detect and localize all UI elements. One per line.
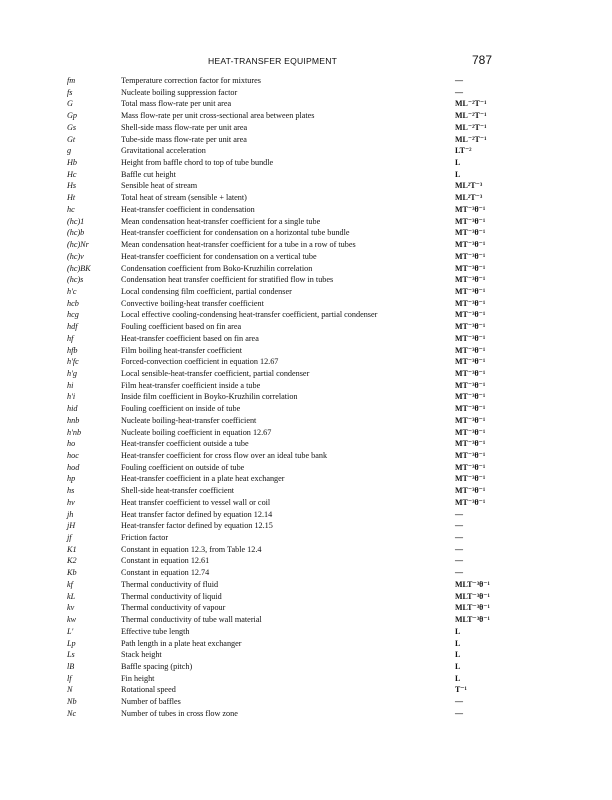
- description-cell: Constant in equation 12.61: [121, 556, 210, 566]
- nomenclature-row: [67, 403, 497, 415]
- nomenclature-row: [67, 274, 497, 286]
- dimensions-cell: —: [455, 87, 463, 97]
- description-cell: Thermal conductivity of fluid: [121, 579, 219, 589]
- dimensions-cell: —: [455, 697, 463, 707]
- symbol-cell: ho: [67, 439, 76, 449]
- dimensions-cell: MT⁻³θ⁻¹: [455, 298, 486, 308]
- nomenclature-row: [67, 579, 497, 591]
- description-cell: Forced-convection coefficient in equation 12.67: [121, 357, 279, 367]
- dimensions-cell: MLT⁻³θ⁻¹: [455, 603, 490, 613]
- symbol-cell: h'i: [67, 392, 76, 402]
- description-cell: Temperature correction factor for mixtures: [121, 76, 261, 85]
- description-cell: Fouling coefficient on outside of tube: [121, 462, 245, 472]
- dimensions-cell: MT⁻³θ⁻¹: [455, 404, 486, 414]
- dimensions-cell: MT⁻³θ⁻¹: [455, 415, 486, 425]
- dimensions-cell: MT⁻³θ⁻¹: [455, 451, 486, 460]
- nomenclature-row: [67, 450, 497, 462]
- dimensions-cell: L: [455, 169, 461, 179]
- description-cell: Local sensible-heat-transfer coefficient, partial condenser: [121, 368, 310, 378]
- description-cell: Fouling coefficient based on fin area: [121, 322, 242, 332]
- description-cell: Heat transfer coefficient to vessel wall or coil: [121, 497, 271, 507]
- nomenclature-row: [67, 509, 497, 521]
- description-cell: Number of baffles: [121, 697, 181, 707]
- nomenclature-row: [67, 415, 497, 427]
- symbol-cell: kf: [67, 579, 73, 589]
- description-cell: Convective boiling-heat transfer coefficient: [121, 298, 264, 308]
- symbol-cell: kw: [67, 615, 77, 625]
- dimensions-cell: MT⁻³θ⁻¹: [455, 310, 486, 320]
- nomenclature-row: [67, 192, 497, 204]
- description-cell: Heat-transfer coefficient based on fin area: [121, 333, 259, 343]
- dimensions-cell: MT⁻³θ⁻¹: [455, 462, 486, 472]
- symbol-cell: hnb: [67, 415, 80, 425]
- nomenclature-row: [67, 333, 497, 345]
- description-cell: Local effective cooling-condensing heat-transfer coefficient, partial condenser: [121, 310, 378, 320]
- nomenclature-row: [67, 462, 497, 474]
- description-cell: Heat-transfer coefficient in a plate heat exchanger: [121, 474, 285, 484]
- symbol-cell: hdf: [67, 322, 78, 332]
- dimensions-cell: L: [455, 673, 461, 683]
- nomenclature-row: [67, 427, 497, 439]
- symbol-cell: G: [67, 99, 73, 109]
- description-cell: Tube-side mass flow-rate per unit area: [121, 134, 247, 144]
- nomenclature-row: [67, 626, 497, 638]
- description-cell: Mean condensation heat-transfer coefficient for a tube in a row of tubes: [121, 240, 356, 250]
- nomenclature-row: [67, 380, 497, 392]
- dimensions-cell: ML⁻²T⁻¹: [455, 111, 487, 121]
- nomenclature-row: [67, 75, 497, 87]
- dimensions-cell: —: [455, 521, 463, 531]
- nomenclature-row: [67, 567, 497, 579]
- symbol-cell: K2: [67, 556, 77, 566]
- nomenclature-row: [67, 298, 497, 310]
- dimensions-cell: ML²T⁻³: [455, 181, 483, 191]
- nomenclature-row: [67, 110, 497, 122]
- symbol-cell: hfb: [67, 345, 78, 355]
- symbol-cell: Kb: [67, 568, 77, 578]
- dimensions-cell: MT⁻³θ⁻¹: [455, 439, 486, 449]
- symbol-cell: kL: [67, 591, 76, 601]
- description-cell: Mass flow-rate per unit cross-sectional area between plates: [121, 111, 315, 121]
- nomenclature-row: [67, 309, 497, 321]
- description-cell: Local condensing film coefficient, partial condenser: [121, 286, 292, 296]
- dimensions-cell: ML⁻²T⁻¹: [455, 134, 487, 144]
- dimensions-cell: MT⁻³θ⁻¹: [455, 486, 486, 496]
- description-cell: Gravitational acceleration: [121, 146, 206, 156]
- symbol-cell: hs: [67, 486, 75, 496]
- dimensions-cell: MT⁻³θ⁻¹: [455, 368, 486, 378]
- dimensions-cell: MT⁻³θ⁻¹: [455, 322, 486, 332]
- nomenclature-row: [67, 544, 497, 556]
- nomenclature-row: [67, 485, 497, 497]
- symbol-cell: fm: [67, 76, 76, 85]
- nomenclature-row: [67, 520, 497, 532]
- description-cell: Heat transfer factor defined by equation 12.14: [121, 509, 273, 519]
- nomenclature-row: [67, 555, 497, 567]
- description-cell: Nucleate boiling coefficient in equation 12.67: [121, 427, 272, 437]
- symbol-cell: Ls: [67, 650, 75, 660]
- symbol-cell: Nb: [67, 697, 77, 707]
- nomenclature-row: [67, 661, 497, 673]
- running-head: HEAT-TRANSFER EQUIPMENT: [208, 56, 338, 66]
- symbol-cell: h'g: [67, 368, 77, 378]
- description-cell: Mean condensation heat-transfer coefficient for a single tube: [121, 216, 321, 226]
- nomenclature-row: [67, 391, 497, 403]
- dimensions-cell: —: [455, 568, 463, 578]
- symbol-cell: Hc: [67, 169, 77, 179]
- nomenclature-row: [67, 532, 497, 544]
- description-cell: Effective tube length: [121, 626, 190, 636]
- symbol-cell: fs: [67, 87, 73, 97]
- dimensions-cell: L: [455, 638, 461, 648]
- nomenclature-row: [67, 649, 497, 661]
- description-cell: Number of tubes in cross flow zone: [121, 708, 238, 718]
- description-cell: Total mass flow-rate per unit area: [121, 99, 232, 109]
- description-cell: Thermal conductivity of tube wall material: [121, 615, 262, 625]
- nomenclature-row: [67, 87, 497, 99]
- nomenclature-row: [67, 368, 497, 380]
- nomenclature-row: [67, 345, 497, 357]
- symbol-cell: h'nb: [67, 427, 82, 437]
- dimensions-cell: —: [455, 533, 463, 543]
- nomenclature-row: [67, 673, 497, 685]
- description-cell: Condensation coefficient from Boko-Kruzhilin correlation: [121, 263, 313, 273]
- description-cell: Total heat of stream (sensible + latent): [121, 193, 247, 203]
- symbol-cell: hod: [67, 462, 80, 472]
- symbol-cell: h'fc: [67, 357, 79, 367]
- nomenclature-row: [67, 286, 497, 298]
- nomenclature-row: [67, 356, 497, 368]
- description-cell: Path length in a plate heat exchanger: [121, 638, 242, 648]
- symbol-cell: (hc)1: [67, 216, 85, 226]
- description-cell: Film boiling heat-transfer coefficient: [121, 345, 243, 355]
- symbol-cell: Ht: [67, 193, 76, 203]
- nomenclature-row: [67, 239, 497, 251]
- symbol-cell: jf: [67, 533, 72, 543]
- nomenclature-row: [67, 122, 497, 134]
- nomenclature-row: [67, 180, 497, 192]
- dimensions-cell: MT⁻³θ⁻¹: [455, 204, 486, 214]
- symbol-cell: hp: [67, 474, 76, 484]
- description-cell: Rotational speed: [121, 685, 176, 695]
- dimensions-cell: MT⁻³θ⁻¹: [455, 263, 486, 273]
- symbol-cell: hi: [67, 380, 74, 390]
- description-cell: Baffle cut height: [121, 169, 176, 179]
- nomenclature-row: [67, 591, 497, 603]
- symbol-cell: hcb: [67, 298, 79, 308]
- description-cell: Constant in equation 12.74: [121, 568, 210, 578]
- description-cell: Friction factor: [121, 533, 169, 543]
- symbol-cell: (hc)Nr: [67, 240, 89, 250]
- description-cell: Nucleate boiling-heat-transfer coefficient: [121, 415, 257, 425]
- description-cell: Heat-transfer coefficient outside a tube: [121, 439, 249, 449]
- nomenclature-table: [67, 75, 497, 720]
- description-cell: Nucleate boiling suppression factor: [121, 87, 238, 97]
- description-cell: Constant in equation 12.3, from Table 12.4: [121, 544, 262, 554]
- description-cell: Inside film coefficient in Boyko-Kruzhilin correlation: [121, 392, 298, 402]
- symbol-cell: (hc)v: [67, 251, 84, 261]
- dimensions-cell: MT⁻³θ⁻¹: [455, 380, 486, 390]
- nomenclature-row: [67, 602, 497, 614]
- nomenclature-row: [67, 614, 497, 626]
- dimensions-cell: MT⁻³θ⁻¹: [455, 333, 486, 343]
- symbol-cell: hv: [67, 497, 75, 507]
- symbol-cell: (hc)s: [67, 275, 84, 285]
- nomenclature-row: [67, 438, 497, 450]
- page-number: 787: [471, 53, 492, 67]
- symbol-cell: Hs: [67, 181, 77, 191]
- dimensions-cell: MT⁻³θ⁻¹: [455, 216, 486, 226]
- dimensions-cell: —: [455, 708, 463, 718]
- dimensions-cell: L: [455, 661, 461, 671]
- description-cell: Heat-transfer coefficient for cross flow over an ideal tube bank: [121, 451, 328, 460]
- dimensions-cell: MT⁻³θ⁻¹: [455, 228, 486, 238]
- dimensions-cell: MT⁻³θ⁻¹: [455, 497, 486, 507]
- dimensions-cell: MT⁻³θ⁻¹: [455, 357, 486, 367]
- symbol-cell: jH: [67, 521, 76, 531]
- dimensions-cell: MT⁻³θ⁻¹: [455, 251, 486, 261]
- description-cell: Heat-transfer coefficient for condensation on a vertical tube: [121, 251, 317, 261]
- symbol-cell: Gp: [67, 111, 78, 121]
- symbol-cell: h'c: [67, 286, 77, 296]
- nomenclature-row: [67, 134, 497, 146]
- description-cell: Shell-side heat-transfer coefficient: [121, 486, 235, 496]
- symbol-cell: g: [67, 146, 72, 156]
- symbol-cell: Gs: [67, 122, 77, 132]
- nomenclature-row: [67, 227, 497, 239]
- dimensions-cell: T⁻¹: [455, 685, 467, 695]
- symbol-cell: hcg: [67, 310, 79, 320]
- dimensions-cell: MT⁻³θ⁻¹: [455, 392, 486, 402]
- description-cell: Thermal conductivity of vapour: [121, 603, 226, 613]
- description-cell: Film heat-transfer coefficient inside a tube: [121, 380, 261, 390]
- symbol-cell: hf: [67, 333, 74, 343]
- dimensions-cell: ML²T⁻³: [455, 193, 483, 203]
- symbol-cell: hc: [67, 204, 75, 214]
- nomenclature-row: [67, 708, 497, 720]
- dimensions-cell: MT⁻³θ⁻¹: [455, 474, 486, 484]
- symbol-cell: hoc: [67, 451, 79, 460]
- nomenclature-row: [67, 696, 497, 708]
- dimensions-cell: MLT⁻³θ⁻¹: [455, 591, 490, 601]
- symbol-cell: Nc: [67, 708, 77, 718]
- nomenclature-row: [67, 321, 497, 333]
- symbol-cell: hid: [67, 404, 78, 414]
- dimensions-cell: MT⁻³θ⁻¹: [455, 286, 486, 296]
- nomenclature-row: [67, 145, 497, 157]
- nomenclature-row: [67, 263, 497, 275]
- description-cell: Shell-side mass flow-rate per unit area: [121, 122, 248, 132]
- description-cell: Fin height: [121, 673, 155, 683]
- description-cell: Heat-transfer coefficient in condensation: [121, 204, 255, 214]
- nomenclature-row: [67, 216, 497, 228]
- symbol-cell: K1: [67, 544, 77, 554]
- symbol-cell: Gt: [67, 134, 76, 144]
- dimensions-cell: MLT⁻³θ⁻¹: [455, 615, 490, 625]
- dimensions-cell: L: [455, 158, 461, 168]
- description-cell: Sensible heat of stream: [121, 181, 198, 191]
- nomenclature-row: [67, 684, 497, 696]
- symbol-cell: lB: [67, 661, 75, 671]
- dimensions-cell: L: [455, 626, 461, 636]
- symbol-cell: Hb: [67, 158, 78, 168]
- dimensions-cell: MT⁻³θ⁻¹: [455, 240, 486, 250]
- nomenclature-row: [67, 98, 497, 110]
- dimensions-cell: ML⁻²T⁻¹: [455, 99, 487, 109]
- description-cell: Heat-transfer factor defined by equation 12.15: [121, 521, 273, 531]
- symbol-cell: lf: [67, 673, 72, 683]
- nomenclature-row: [67, 157, 497, 169]
- dimensions-cell: MLT⁻³θ⁻¹: [455, 579, 490, 589]
- nomenclature-row: [67, 473, 497, 485]
- symbol-cell: jh: [67, 509, 74, 519]
- dimensions-cell: ML⁻²T⁻¹: [455, 122, 487, 132]
- nomenclature-row: [67, 497, 497, 509]
- nomenclature-row: [67, 169, 497, 181]
- description-cell: Stack height: [121, 650, 162, 660]
- page-header: [108, 53, 520, 70]
- symbol-cell: L': [67, 626, 74, 636]
- symbol-cell: N: [67, 685, 73, 695]
- dimensions-cell: —: [455, 544, 463, 554]
- symbol-cell: Lp: [67, 638, 76, 648]
- dimensions-cell: MT⁻³θ⁻¹: [455, 345, 486, 355]
- nomenclature-row: [67, 251, 497, 263]
- symbol-cell: (hc)b: [67, 228, 85, 238]
- symbol-cell: kv: [67, 603, 75, 613]
- description-cell: Thermal conductivity of liquid: [121, 591, 222, 601]
- dimensions-cell: —: [455, 556, 463, 566]
- dimensions-cell: LT⁻²: [455, 146, 472, 156]
- description-cell: Baffle spacing (pitch): [121, 661, 193, 671]
- dimensions-cell: L: [455, 650, 461, 660]
- description-cell: Fouling coefficient on inside of tube: [121, 404, 241, 414]
- dimensions-cell: MT⁻³θ⁻¹: [455, 275, 486, 285]
- description-cell: Height from baffle chord to top of tube bundle: [121, 158, 274, 168]
- nomenclature-row: [67, 204, 497, 216]
- dimensions-cell: MT⁻³θ⁻¹: [455, 427, 486, 437]
- description-cell: Condensation heat transfer coefficient for stratified flow in tubes: [121, 275, 334, 285]
- symbol-cell: (hc)BK: [67, 263, 91, 273]
- description-cell: Heat-transfer coefficient for condensation on a horizontal tube bundle: [121, 228, 350, 238]
- nomenclature-row: [67, 638, 497, 650]
- dimensions-cell: —: [455, 76, 463, 85]
- dimensions-cell: —: [455, 509, 463, 519]
